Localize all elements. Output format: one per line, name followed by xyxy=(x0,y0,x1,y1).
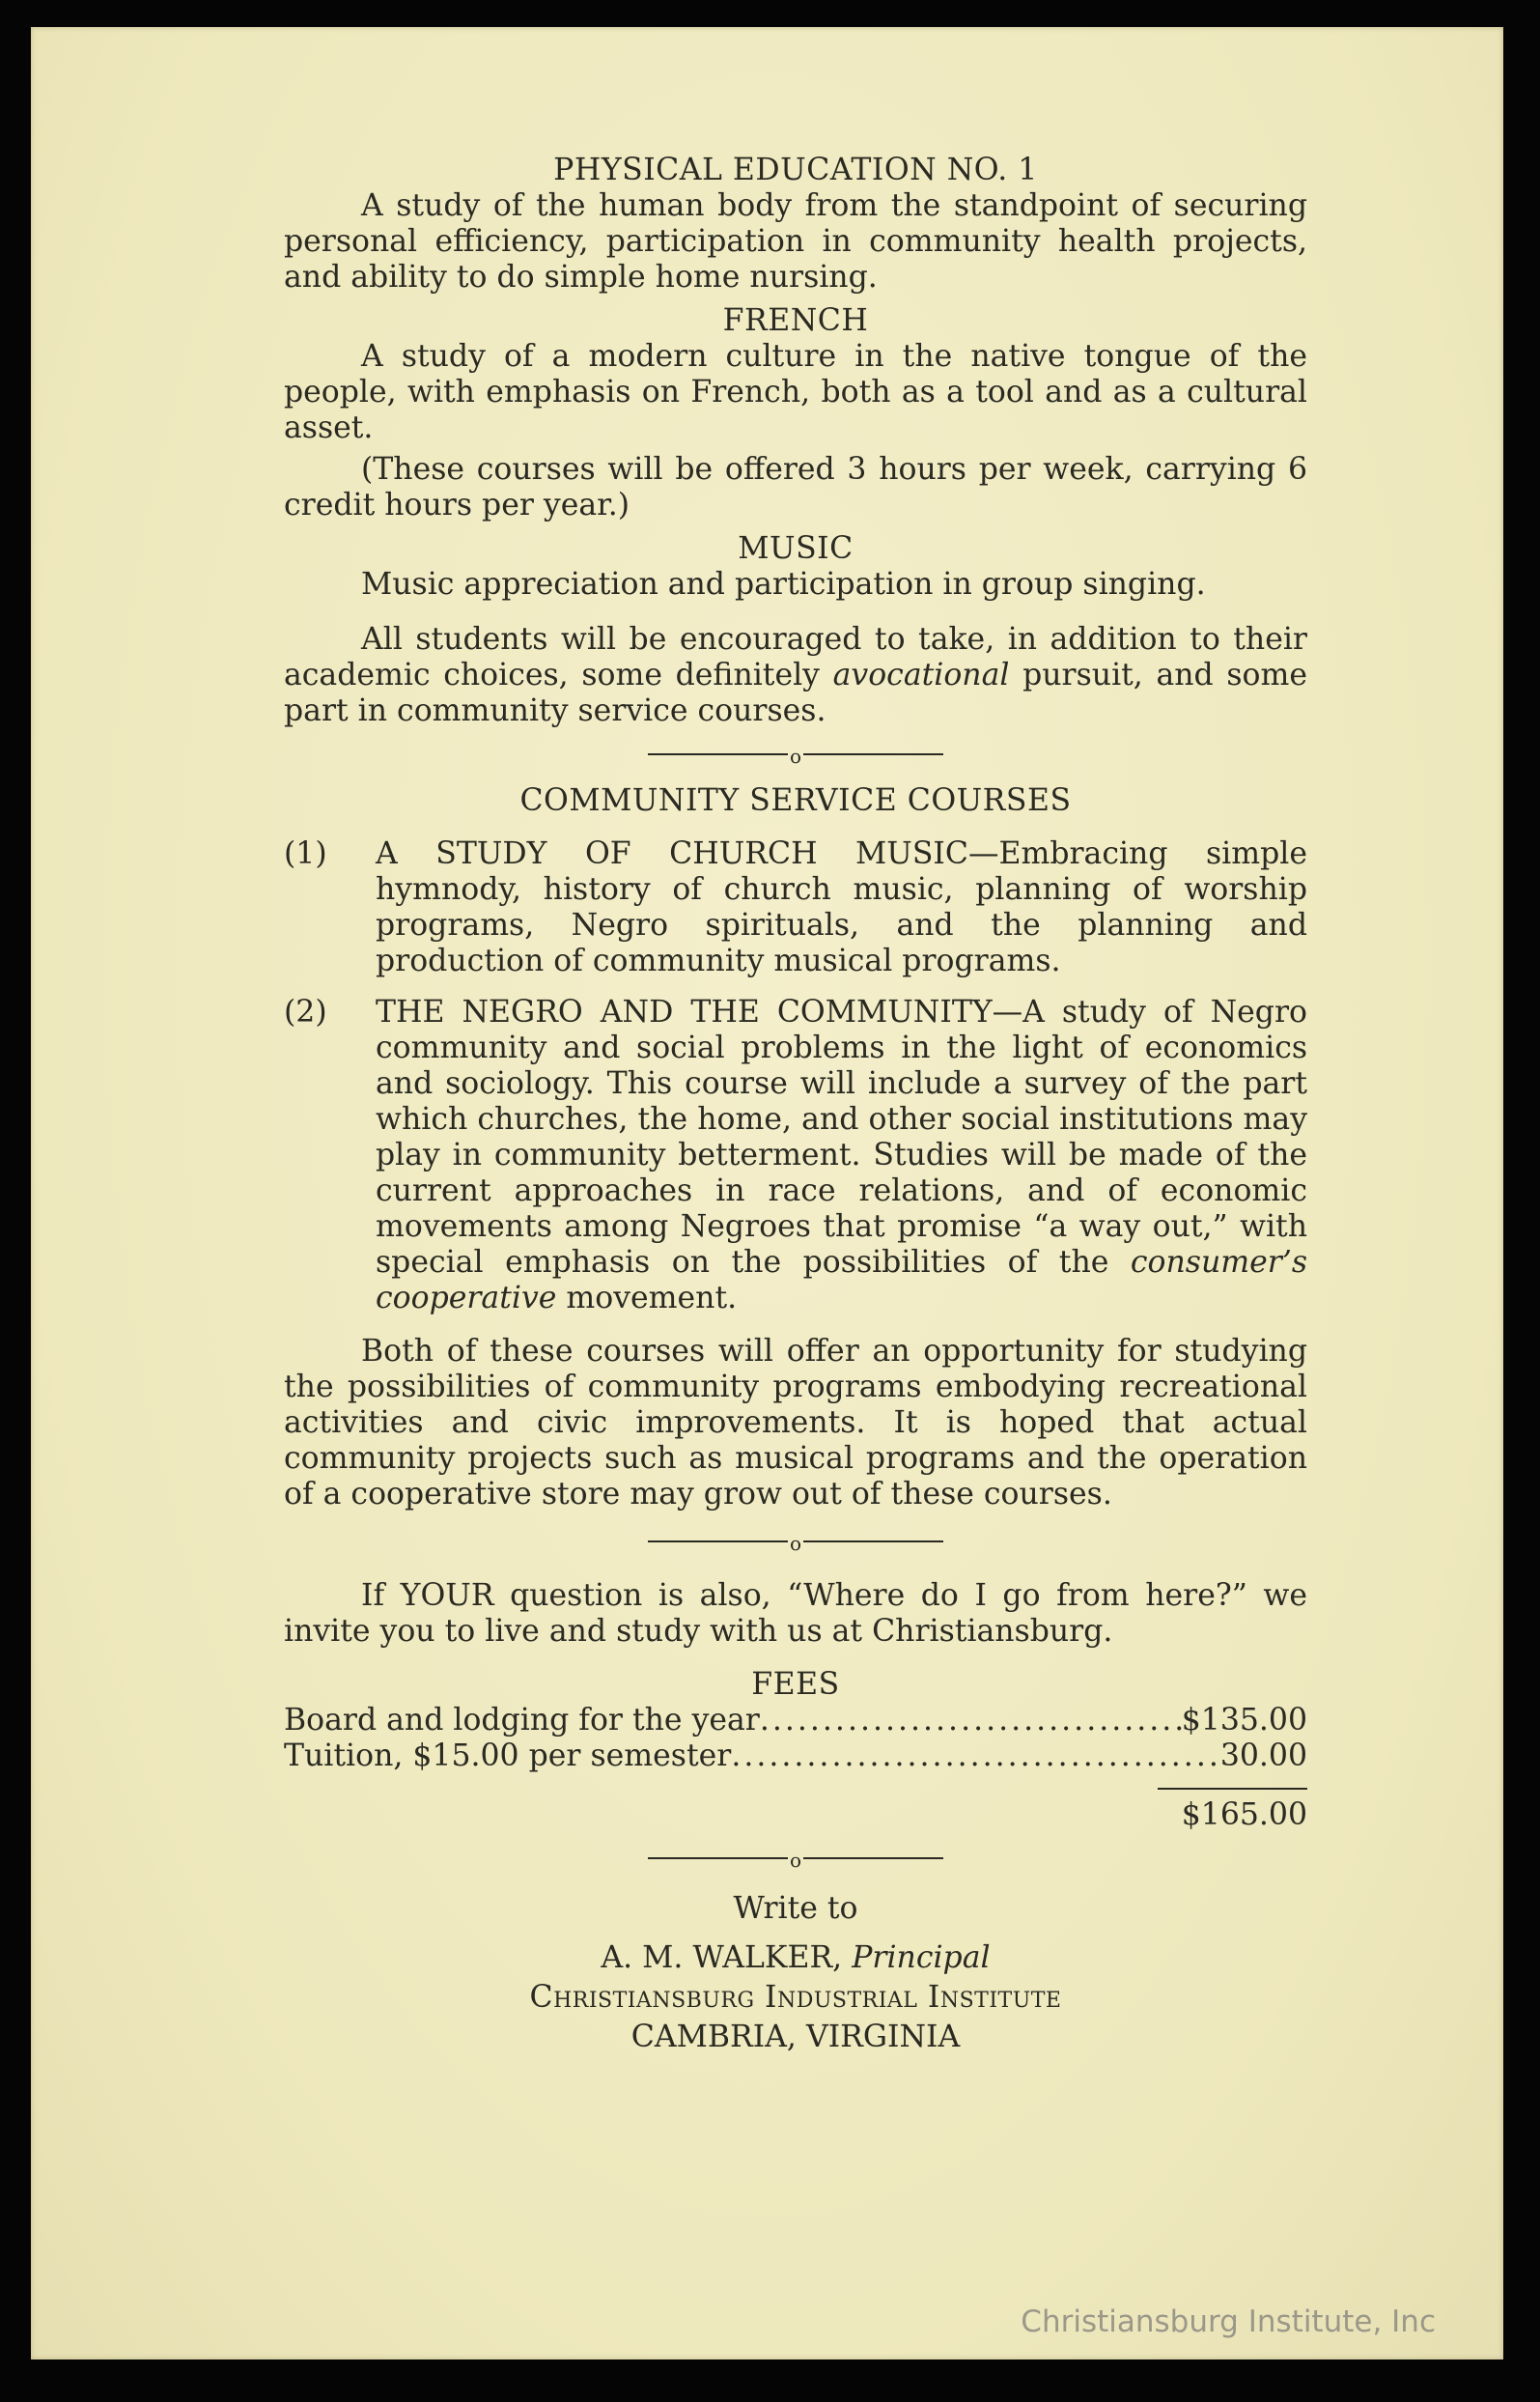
document-page xyxy=(31,27,1503,2360)
divider-rule xyxy=(803,1857,943,1859)
divider-rule xyxy=(803,753,943,755)
invitation: If YOUR question is also, “Where do I go from here?” we invite you to live and study with us at Christiansburg. xyxy=(284,1578,1307,1649)
divider-mark: o xyxy=(789,745,802,768)
item-text xyxy=(376,995,1307,1316)
divider-mark: o xyxy=(789,1849,802,1872)
fees-heading: FEES xyxy=(751,1667,840,1702)
contact-name-line xyxy=(284,1940,1307,1976)
divider-rule xyxy=(648,1540,788,1542)
music-body: Music appreciation and participation in group singing. xyxy=(361,567,1206,602)
item-number: (2) xyxy=(284,995,327,1030)
fee-total-rule xyxy=(1158,1788,1307,1790)
fee-row-board xyxy=(284,1703,1307,1738)
physical-education-body: A study of the human body from the standpoint of securing personal efficiency, participation in community health projects, and ability to do simple home nursing. xyxy=(284,188,1307,295)
students-note-after: pursuit, and some part in community service courses. xyxy=(284,658,1307,728)
item-text-after: movement. xyxy=(556,1281,738,1315)
item-text-italic: consumer’s cooperative xyxy=(376,1245,1307,1315)
students-note xyxy=(284,622,1307,729)
french-note: (These courses will be offered 3 hours per week, carrying 6 credit hours per year.) xyxy=(284,452,1307,523)
community-heading: COMMUNITY SERVICE COURSES xyxy=(519,783,1072,818)
music-heading: MUSIC xyxy=(738,531,854,566)
fee-leader-dots xyxy=(760,1703,1182,1738)
contact-title: Principal xyxy=(852,1940,991,1975)
physical-education-heading: PHYSICAL EDUCATION NO. 1 xyxy=(553,153,1038,187)
write-to: Write to xyxy=(733,1891,858,1926)
divider-rule xyxy=(648,1857,788,1859)
fee-total: $165.00 xyxy=(1181,1797,1307,1832)
contact-name: A. M. WALKER, xyxy=(601,1940,843,1975)
community-item-1 xyxy=(284,836,1307,979)
fee-leader-dots xyxy=(731,1738,1219,1774)
fee-amount: $135.00 xyxy=(1181,1703,1307,1738)
divider-3 xyxy=(284,1839,1307,1878)
divider-mark: o xyxy=(789,1532,802,1555)
item-text: A STUDY OF CHURCH MUSIC—Embracing simple hymnody, history of church music, planning of worship programs, Negro spirituals, and the planning and production of community musical programs. xyxy=(376,836,1307,978)
divider-1 xyxy=(284,735,1307,774)
divider-rule xyxy=(803,1540,943,1542)
item-number: (1) xyxy=(284,836,327,871)
french-heading: FRENCH xyxy=(722,303,869,338)
item-text-before: THE NEGRO AND THE COMMUNITY—A study of Negro community and social problems in the light of economics and sociology. This course will include a survey of the part which churches, the home, and other social institutions may play in community betterment. Studies will be made of the current approaches in race relations, and of economic movements among Negroes that promise “a way out,” with special emphasis on the possibilities of the xyxy=(376,995,1307,1280)
divider-2 xyxy=(284,1522,1307,1561)
institution-location: CAMBRIA, VIRGINIA xyxy=(630,2020,961,2054)
watermark: Christiansburg Institute, Inc xyxy=(1021,2304,1436,2339)
fee-label: Board and lodging for the year xyxy=(284,1703,760,1738)
french-body: A study of a modern culture in the native tongue of the people, with emphasis on French, both as a tool and as a cultural asset. xyxy=(284,339,1307,445)
document-text xyxy=(284,153,1307,2055)
fee-label: Tuition, $15.00 per semester xyxy=(284,1738,732,1773)
fee-row-tuition xyxy=(284,1738,1307,1774)
institution-name: Christiansburg Industrial Institute xyxy=(529,1980,1062,2015)
community-summary: Both of these courses will offer an opportunity for studying the possibilities of community programs embodying recreational activities and civic improvements. It is hoped that actual community projects such as musical programs and the operation of a cooperative store may grow out of these courses. xyxy=(284,1334,1307,1512)
community-item-2 xyxy=(284,995,1307,1316)
students-note-italic: avocational xyxy=(832,658,1010,692)
divider-rule xyxy=(648,753,788,755)
students-note-before: All students will be encouraged to take, in addition to their academic choices, some definitely xyxy=(284,622,1307,692)
fee-amount: 30.00 xyxy=(1219,1738,1307,1773)
